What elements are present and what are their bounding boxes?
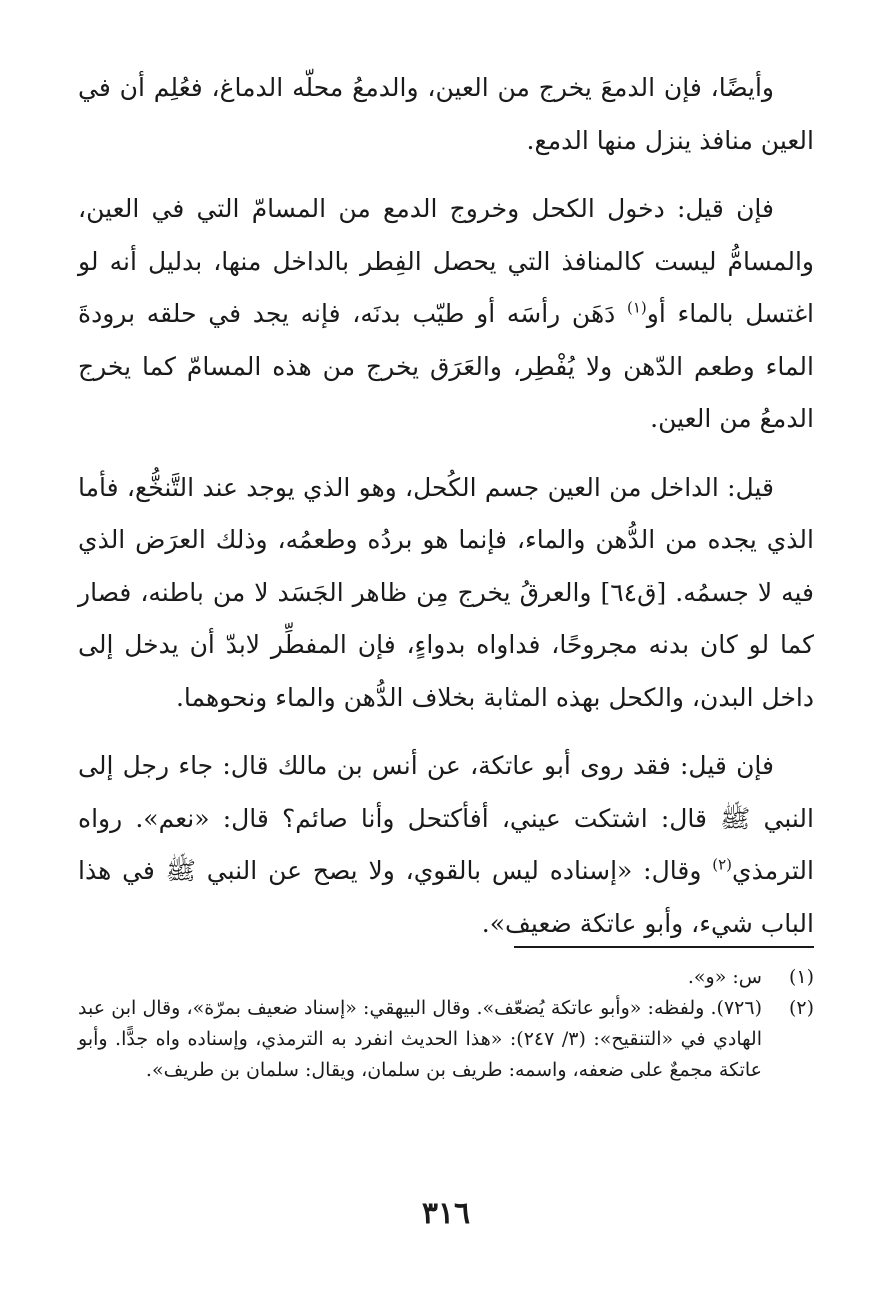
main-text xyxy=(78,62,814,966)
paragraph-4-text-b: وقال: «إسناده ليس بالقوي، ولا يصح عن النبي ﷺ في هذا الباب شيء، وأبو عاتكة ضعيف». xyxy=(78,856,814,938)
footnote-rule xyxy=(514,946,814,948)
paragraph-2-text-b: دَهَن رأسَه أو طيّب بدنَه، فإنه يجد في حلقه برودةَ الماء وطعم الدّهن ولا يُفْطِر، والعَرَق يخرج من هذه المسامّ كما يخرج الدمعُ من العين. xyxy=(78,299,814,433)
footnote-2 xyxy=(78,993,814,1086)
footnote-separator xyxy=(78,946,814,948)
footnote-1-text: س: «و». xyxy=(687,966,762,988)
paragraph-1 xyxy=(78,62,814,167)
footnote-1-number: (١) xyxy=(788,966,814,988)
page-number: ٣١٦ xyxy=(421,1196,471,1231)
paragraph-3 xyxy=(78,462,814,725)
footnote-ref-1: (١) xyxy=(626,298,647,317)
paragraph-4-text-a: فإن قيل: فقد روى أبو عاتكة، عن أنس بن مالك قال: جاء رجل إلى النبي ﷺ قال: اشتكت عيني، أفأكتحل وأنا صائم؟ قال: «نعم». رواه الترمذي xyxy=(78,751,814,885)
paragraph-2 xyxy=(78,183,814,446)
footnote-ref-2: (٢) xyxy=(712,855,733,874)
footnotes xyxy=(78,962,814,1086)
paragraph-3-text: قيل: الداخل من العين جسم الكُحل، وهو الذي يوجد عند التَّنخُّع، فأما الذي يجده من الدُّهن والماء، فإنما هو بردُه وطعمُه، وذلك العرَض الذي فيه لا جسمُه. [ق٦٤] والعرقُ يخرج مِن ظاهر الجَسَد لا من باطنه، فصار كما لو كان بدنه مجروحًا، فداواه بدواءٍ، فإن المفطِّر لابدّ أن يدخل إلى داخل البدن، والكحل بهذه المثابة بخلاف الدُّهن والماء ونحوهما. xyxy=(78,472,814,712)
paragraph-4 xyxy=(78,740,814,950)
paragraph-1-text: وأيضًا، فإن الدمعَ يخرج من العين، والدمعُ محلّه الدماغ، فعُلِم أن في العين منافذ ينزل منها الدمع. xyxy=(78,73,814,155)
paragraph-2-text-a: فإن قيل: دخول الكحل وخروج الدمع من المسامّ التي في العين، والمسامُّ ليست كالمنافذ التي يحصل الفِطر بالداخل منها، بدليل أنه لو اغتسل بالماء أو xyxy=(78,194,814,328)
footnote-1 xyxy=(78,962,814,993)
footnote-2-text: (٧٢٦). ولفظه: «وأبو عاتكة يُضعّف». وقال البيهقي: «إسناد ضعيف بمرّة»، وقال ابن عبد الهادي في «التنقيح»: (٣/ ٢٤٧): «هذا الحديث انفرد به الترمذي، وإسناده واه جدًّا. وأبو عاتكة مجمعٌ على ضعفه، واسمه: طريف بن سلمان، ويقال: سلمان بن طريف». xyxy=(78,997,762,1081)
footnote-2-number: (٢) xyxy=(788,997,814,1019)
